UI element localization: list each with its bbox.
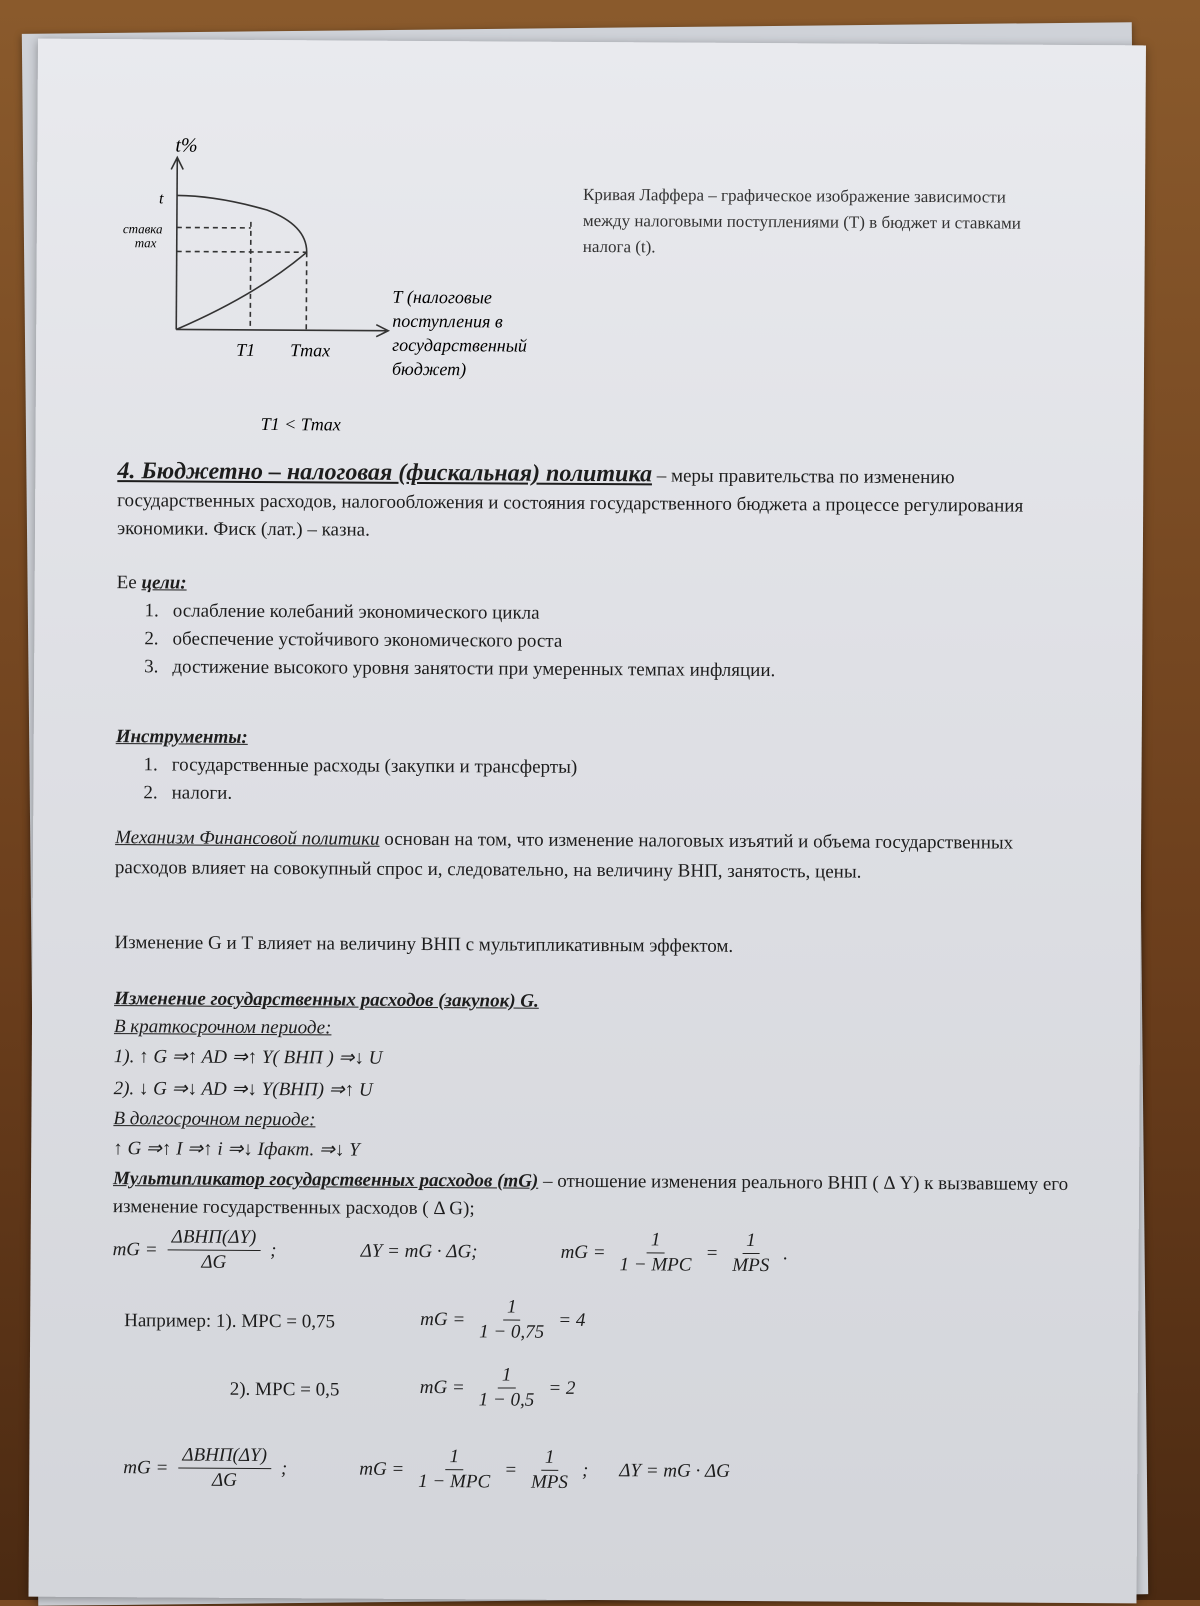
goals-label: цели:	[141, 572, 186, 593]
short-term-chain-2: 2). ↓ G ⇒↓ AD ⇒↓ Y(ВНП) ⇒↑ U	[113, 1073, 1073, 1111]
summary-formula-1: mG = $\frac{\text{ΔВНП(ΔY)}}{\Delta G}$ ;	[123, 1443, 287, 1493]
laffer-curve-graph	[155, 129, 597, 462]
multiplier-text: – отношение изменения реального ВНП ( Δ Y) к вызвавшему его изменение государственных расходов ( Δ G);	[113, 1171, 1068, 1220]
short-term-chain-1: 1). ↑ G ⇒↑ AD ⇒↑ Y( ВНП ) ⇒↓ U	[114, 1041, 1074, 1079]
tools-list	[143, 751, 1015, 812]
example-2-formula: mG = $\frac{1}{1 - 0,5}$ = 2	[420, 1363, 576, 1413]
x-axis	[176, 329, 386, 330]
mechanism-text: основан на том, что изменение налоговых изъятий и объема государственных расходов влияет на совокупный спрос и, следовательно, на величину ВНП, занятость, цены.	[115, 829, 1013, 883]
tools-label: Инструменты:	[116, 723, 1016, 756]
x-tick-tmax: Tmax	[290, 340, 330, 360]
multiplier-formula-2: ΔY = mG · ΔG;	[361, 1241, 478, 1264]
y-axis-label: t%	[175, 134, 197, 156]
section-4-paragraph	[117, 457, 1078, 549]
multiplier-paragraph	[113, 1165, 1073, 1227]
y-axis	[176, 159, 177, 329]
mechanism-label: Механизм Финансовой политики	[115, 827, 380, 850]
dashed-tmax-line	[177, 251, 307, 252]
tick-t-label: t	[159, 190, 164, 207]
multiplier-label: Мультипликатор государственных расходов (mG)	[113, 1168, 538, 1192]
gov-spending-heading: Изменение государственных расходов (закупок) G.	[114, 985, 1074, 1019]
effect-text: Изменение G и Т влияет на величину ВНП с мультипликативным эффектом.	[114, 929, 733, 961]
list-item: 1. государственные расходы (закупки и трансферты)	[143, 751, 1015, 784]
list-item: 2. налоги.	[143, 779, 1015, 812]
tick-rate-label: ставка	[123, 221, 163, 236]
document-page	[28, 39, 1145, 1604]
x-tick-t1: T1	[236, 340, 255, 360]
tick-rate2-label: max	[135, 235, 157, 250]
laffer-caption: Кривая Лаффера – графическое изображение зависимости между налоговыми поступлениями (Т) в бюджет и ставками налога (t).	[583, 182, 1053, 263]
short-term-label: В краткосрочном периоде:	[114, 1013, 1074, 1047]
laffer-curve	[176, 195, 307, 330]
list-item: 3. достижение высокого уровня занятости при умеренных темпах инфляции.	[144, 653, 1016, 686]
x-label-line-2: поступления в	[392, 311, 503, 332]
long-term-chain: ↑ G ⇒↑ I ⇒↑ i ⇒↓ Iфакт. ⇒↓ Y	[113, 1133, 1073, 1171]
example-1-formula: mG = $\frac{1}{1 - 0,75}$ = 4	[420, 1295, 585, 1345]
example-2-prefix: 2). МРС = 0,5	[230, 1376, 340, 1405]
x-label-line-1: Т (налоговые	[392, 287, 492, 309]
multiplier-formula-3: mG = $\frac{1}{\text{1 − MPC}}$ = $\frac{1}{\text{MPS}}$ .	[560, 1228, 788, 1278]
gov-spending-block	[113, 985, 1074, 1171]
graph-note: T1 < Tmax	[261, 414, 341, 434]
long-term-label: В долгосрочном периоде:	[113, 1105, 1073, 1139]
summary-formula-2: mG = $\frac{1}{\text{1 − MPC}}$ = $\frac{1}{\text{MPS}}$ ;	[359, 1445, 588, 1495]
x-label-line-4: бюджет)	[392, 359, 466, 380]
goals-prefix: Ее	[117, 572, 142, 593]
example-1-prefix: Например: 1). МРС = 0,75	[124, 1307, 335, 1336]
dashed-t1-line	[250, 222, 251, 330]
mechanism-paragraph	[115, 823, 1055, 889]
summary-formula-3: ΔY = mG · ΔG	[619, 1460, 730, 1483]
tools-block	[115, 723, 1015, 812]
goals-list	[144, 597, 1016, 686]
section-4-definition: – меры правительства по изменению государственных расходов, налогообложения и состояния государственного бюджета а процессе регулирования экономики. Фиск (лат.) – казна.	[117, 465, 1023, 540]
list-item: 1. ослабление колебаний экономического цикла	[144, 597, 1016, 630]
list-item: 2. обеспечение устойчивого экономического роста	[144, 625, 1016, 658]
goals-block	[116, 569, 1017, 686]
multiplier-formula-1: mG = $\frac{\text{ΔВНП(ΔY)}}{\Delta G}$ ;	[112, 1225, 276, 1275]
x-label-line-3: государственный	[392, 335, 527, 356]
section-4-heading: 4. Бюджетно – налоговая (фискальная) политика	[117, 458, 652, 487]
